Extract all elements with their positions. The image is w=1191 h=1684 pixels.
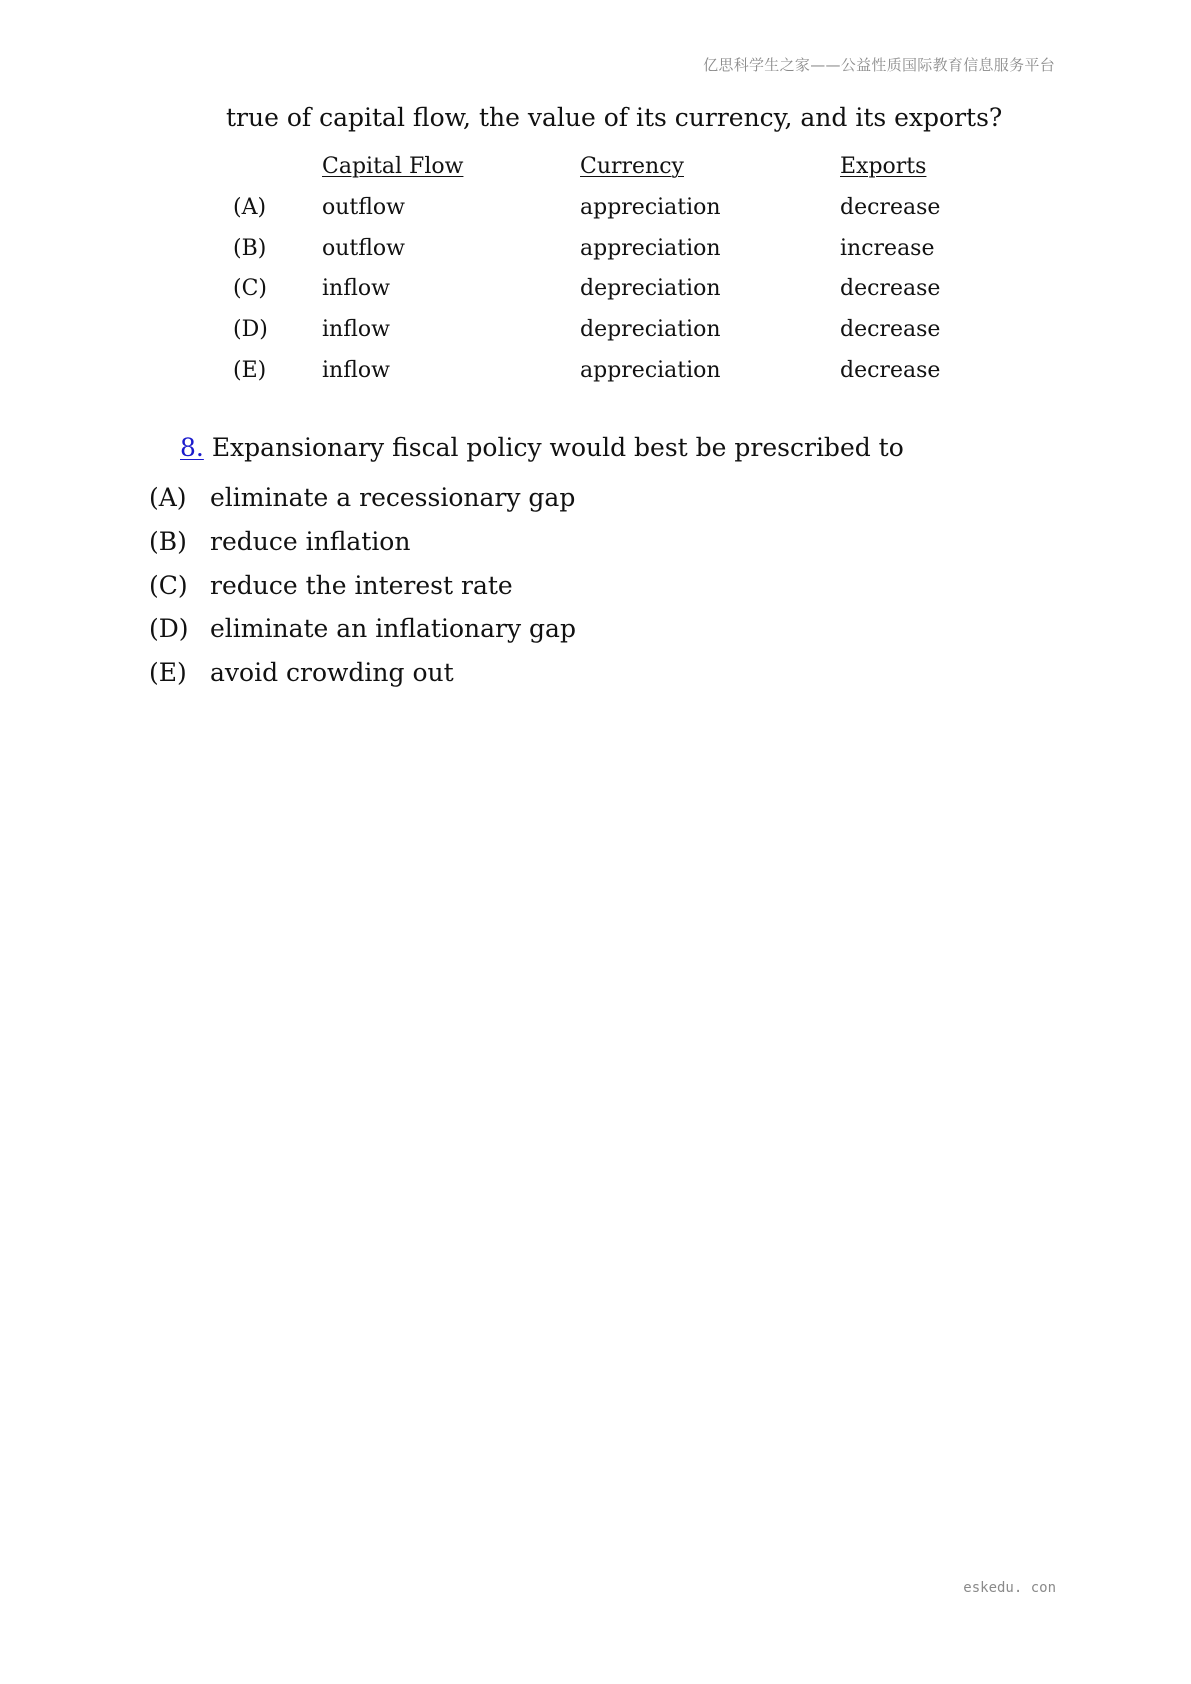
currency-value: depreciation	[580, 276, 721, 301]
table-row	[0, 276, 1191, 316]
table-row	[0, 317, 1191, 357]
capital-flow-value: inflow	[322, 276, 390, 301]
currency-value: appreciation	[580, 236, 721, 261]
question-8-stem: Expansionary fiscal policy would best be prescribed to	[211, 433, 904, 462]
currency-value: depreciation	[580, 317, 721, 342]
header-site-text: 亿思科学生之家——公益性质国际教育信息服务平台	[703, 56, 1055, 74]
question-8-options	[0, 483, 1191, 713]
option-letter: (D)	[149, 614, 189, 643]
list-item	[0, 527, 1191, 567]
option-letter: (C)	[149, 571, 188, 600]
question-7-answer-table	[0, 154, 1191, 394]
exports-value: increase	[840, 236, 935, 261]
currency-value: appreciation	[580, 195, 721, 220]
option-letter: (B)	[149, 527, 187, 556]
column-header-currency: Currency	[580, 154, 684, 179]
exports-value: decrease	[840, 358, 941, 383]
list-item	[0, 483, 1191, 523]
question-8-number-link[interactable]: 8.	[180, 433, 204, 462]
option-letter: (A)	[149, 483, 187, 512]
option-text: reduce inflation	[210, 527, 411, 556]
list-item	[0, 658, 1191, 698]
question-8-stem-line	[180, 433, 904, 462]
option-letter: (E)	[149, 658, 187, 687]
list-item	[0, 614, 1191, 654]
exports-value: decrease	[840, 276, 941, 301]
option-text: eliminate a recessionary gap	[210, 483, 576, 512]
choice-letter: (A)	[233, 195, 267, 220]
footer-site-text: eskedu. con	[963, 1580, 1056, 1596]
table-header-row	[0, 154, 1191, 194]
exports-value: decrease	[840, 317, 941, 342]
choice-letter: (C)	[233, 276, 267, 301]
table-row	[0, 358, 1191, 398]
capital-flow-value: outflow	[322, 236, 406, 261]
capital-flow-value: inflow	[322, 358, 390, 383]
table-row	[0, 195, 1191, 235]
list-item	[0, 571, 1191, 611]
choice-letter: (B)	[233, 236, 267, 261]
option-text: avoid crowding out	[210, 658, 454, 687]
capital-flow-value: inflow	[322, 317, 390, 342]
column-header-exports: Exports	[840, 154, 927, 179]
table-row	[0, 236, 1191, 276]
column-header-capital-flow: Capital Flow	[322, 154, 464, 179]
capital-flow-value: outflow	[322, 195, 406, 220]
exports-value: decrease	[840, 195, 941, 220]
currency-value: appreciation	[580, 358, 721, 383]
option-text: eliminate an inflationary gap	[210, 614, 576, 643]
option-text: reduce the interest rate	[210, 571, 513, 600]
question-7-stem: true of capital flow, the value of its currency, and its exports?	[226, 103, 1003, 132]
choice-letter: (D)	[233, 317, 268, 342]
choice-letter: (E)	[233, 358, 267, 383]
